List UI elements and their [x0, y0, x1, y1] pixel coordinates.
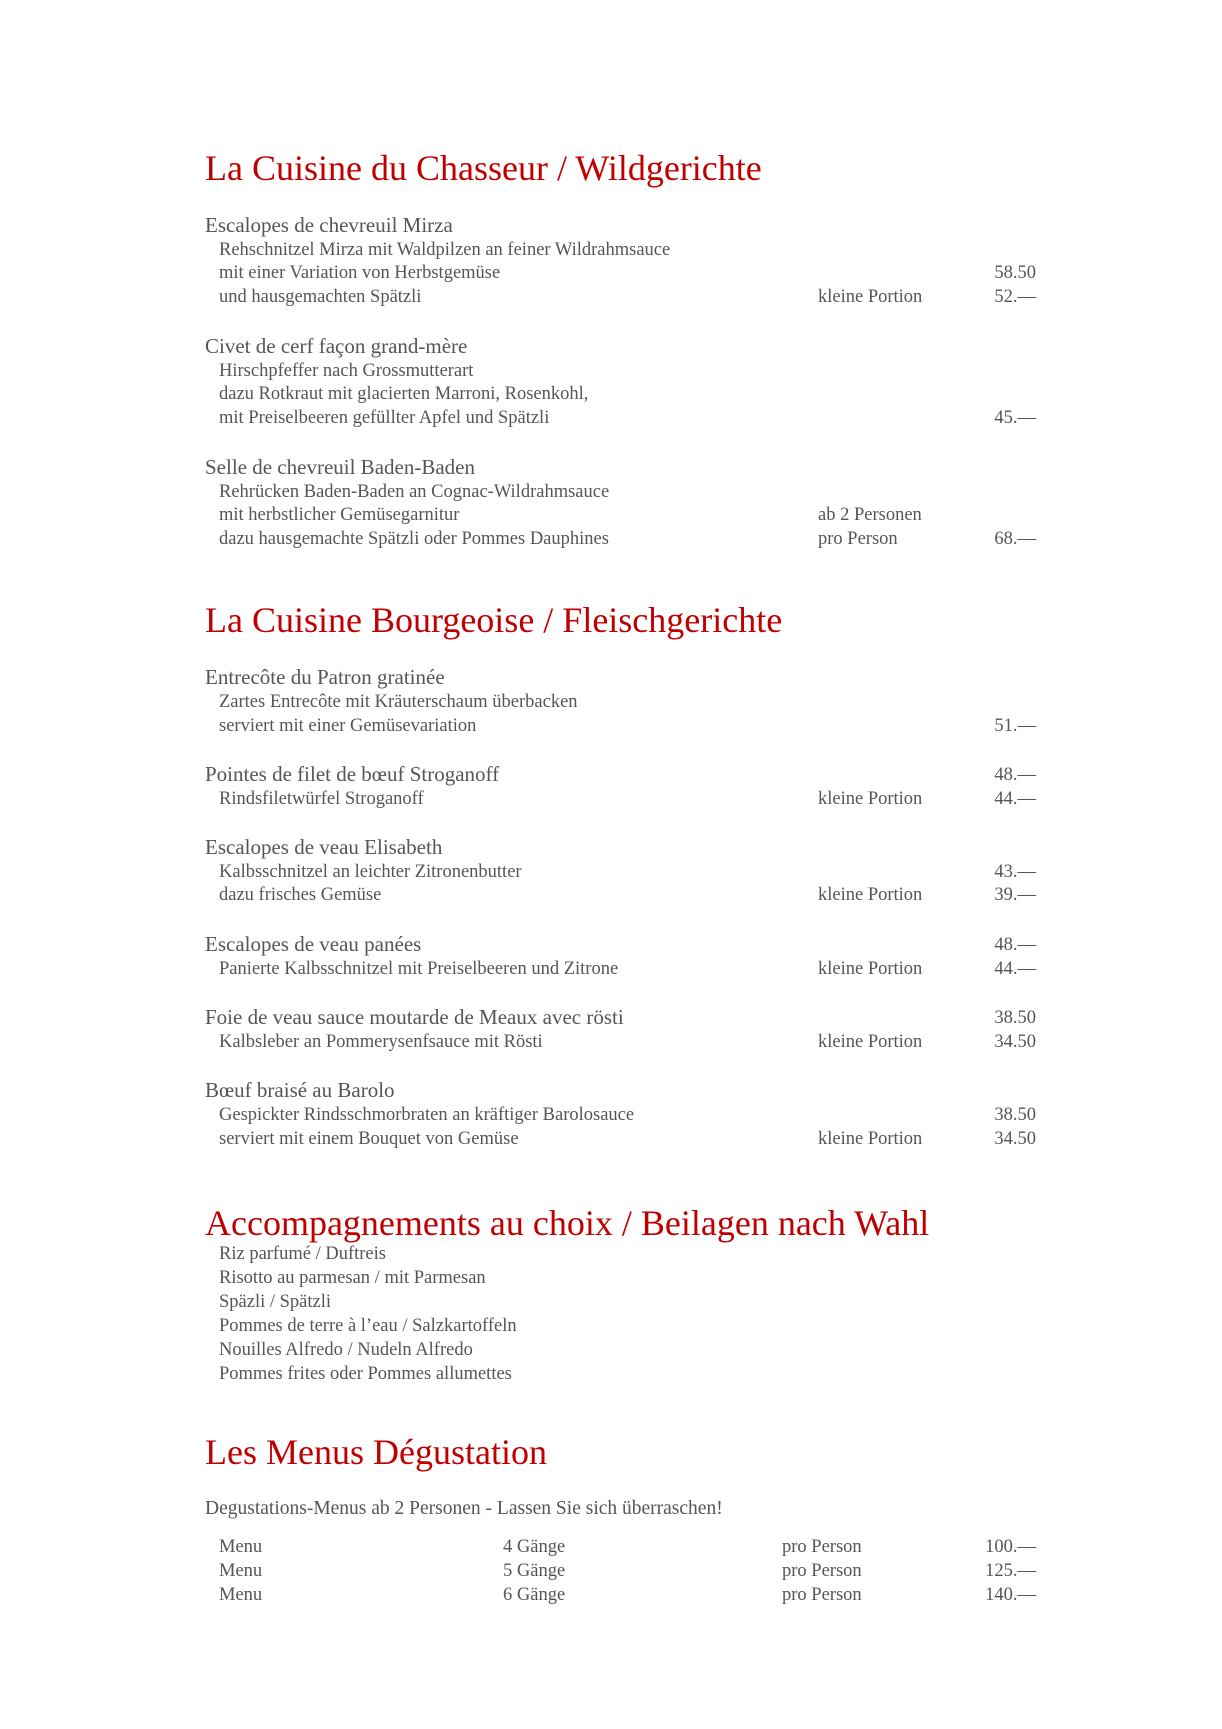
- dish-price: 51.—: [994, 716, 1036, 736]
- portion-note: kleine Portion: [818, 287, 923, 307]
- dish-title: Selle de chevreuil Baden-Baden: [205, 455, 475, 479]
- dish-description: dazu hausgemachte Spätzli oder Pommes Dauphines: [219, 529, 609, 549]
- portion-note: kleine Portion: [818, 959, 923, 979]
- portion-note: kleine Portion: [818, 789, 923, 809]
- dish-description: Rehrücken Baden-Baden an Cognac-Wildrahmsauce: [219, 482, 610, 502]
- dish-description: mit Preiselbeeren gefüllter Apfel und Spätzli: [219, 408, 550, 428]
- dish-description: Gespickter Rindsschmorbraten an kräftiger Barolosauce: [219, 1105, 635, 1125]
- dish-description: Rehschnitzel Mirza mit Waldpilzen an feiner Wildrahmsauce: [219, 240, 671, 260]
- section-heading-tasting: Les Menus Dégustation: [205, 1432, 547, 1472]
- portion-note: pro Person: [818, 529, 898, 549]
- side-item: Nouilles Alfredo / Nudeln Alfredo: [219, 1340, 473, 1360]
- side-item: Pommes de terre à l’eau / Salzkartoffeln: [219, 1316, 517, 1336]
- dish-price: 68.—: [994, 529, 1036, 549]
- tasting-menu-per: pro Person: [782, 1537, 862, 1557]
- tasting-menu-per: pro Person: [782, 1585, 862, 1605]
- tasting-menu-name: Menu: [219, 1585, 263, 1605]
- dish-price-small: 34.50: [994, 1032, 1036, 1052]
- dish-title: Escalopes de chevreuil Mirza: [205, 213, 453, 237]
- dish-price: 43.—: [994, 862, 1036, 882]
- side-item: Pommes frites oder Pommes allumettes: [219, 1364, 512, 1384]
- side-item: Riz parfumé / Duftreis: [219, 1244, 386, 1264]
- dish-title: Foie de veau sauce moutarde de Meaux avec rösti: [205, 1005, 624, 1029]
- dish-price-small: 44.—: [994, 959, 1036, 979]
- tasting-menu-price: 100.—: [985, 1537, 1036, 1557]
- dish-description: und hausgemachten Spätzli: [219, 287, 422, 307]
- tasting-menu-name: Menu: [219, 1561, 263, 1581]
- dish-price: 45.—: [994, 408, 1036, 428]
- portion-note: kleine Portion: [818, 1129, 923, 1149]
- section-heading-meat: La Cuisine Bourgeoise / Fleischgerichte: [205, 600, 783, 640]
- dish-title: Bœuf braisé au Barolo: [205, 1078, 395, 1102]
- side-item: Späzli / Spätzli: [219, 1292, 332, 1312]
- dish-price: 38.50: [994, 1105, 1036, 1125]
- dish-description: Hirschpfeffer nach Grossmutterart: [219, 361, 474, 381]
- dish-description: dazu frisches Gemüse: [219, 885, 382, 905]
- dish-description: Kalbsschnitzel an leichter Zitronenbutter: [219, 862, 522, 882]
- dish-price: 48.—: [994, 765, 1036, 785]
- portion-note: kleine Portion: [818, 1032, 923, 1052]
- dish-description: Panierte Kalbsschnitzel mit Preiselbeeren und Zitrone: [219, 959, 619, 979]
- dish-price: 38.50: [994, 1008, 1036, 1028]
- dish-title: Escalopes de veau panées: [205, 932, 422, 956]
- dish-price-small: 52.—: [994, 287, 1036, 307]
- dish-title: Civet de cerf façon grand-mère: [205, 334, 468, 358]
- dish-title: Pointes de filet de bœuf Stroganoff: [205, 762, 500, 786]
- portion-note: ab 2 Personen: [818, 505, 922, 525]
- dish-title: Escalopes de veau Elisabeth: [205, 835, 443, 859]
- dish-price: 58.50: [994, 263, 1036, 283]
- dish-description: Kalbsleber an Pommerysenfsauce mit Rösti: [219, 1032, 543, 1052]
- tasting-menu-name: Menu: [219, 1537, 263, 1557]
- tasting-menu-per: pro Person: [782, 1561, 862, 1581]
- section-heading-sides: Accompagnements au choix / Beilagen nach Wahl: [205, 1203, 930, 1243]
- dish-price-small: 34.50: [994, 1129, 1036, 1149]
- dish-title: Entrecôte du Patron gratinée: [205, 665, 445, 689]
- side-item: Risotto au parmesan / mit Parmesan: [219, 1268, 486, 1288]
- tasting-intro: Degustations-Menus ab 2 Personen - Lassen Sie sich überraschen!: [205, 1498, 723, 1519]
- tasting-menu-courses: 5 Gänge: [503, 1561, 566, 1581]
- dish-description: serviert mit einem Bouquet von Gemüse: [219, 1129, 519, 1149]
- tasting-menu-courses: 4 Gänge: [503, 1537, 566, 1557]
- portion-note: kleine Portion: [818, 885, 923, 905]
- dish-description: dazu Rotkraut mit glacierten Marroni, Rosenkohl,: [219, 384, 589, 404]
- dish-description: serviert mit einer Gemüsevariation: [219, 716, 477, 736]
- section-heading-wild: La Cuisine du Chasseur / Wildgerichte: [205, 148, 762, 188]
- dish-description: mit einer Variation von Herbstgemüse: [219, 263, 501, 283]
- dish-description: Rindsfiletwürfel Stroganoff: [219, 789, 424, 809]
- dish-price: 48.—: [994, 935, 1036, 955]
- dish-description: mit herbstlicher Gemüsegarnitur: [219, 505, 460, 525]
- tasting-menu-courses: 6 Gänge: [503, 1585, 566, 1605]
- dish-price-small: 39.—: [994, 885, 1036, 905]
- tasting-menu-price: 125.—: [985, 1561, 1036, 1581]
- dish-description: Zartes Entrecôte mit Kräuterschaum überbacken: [219, 692, 578, 712]
- tasting-menu-price: 140.—: [985, 1585, 1036, 1605]
- dish-price-small: 44.—: [994, 789, 1036, 809]
